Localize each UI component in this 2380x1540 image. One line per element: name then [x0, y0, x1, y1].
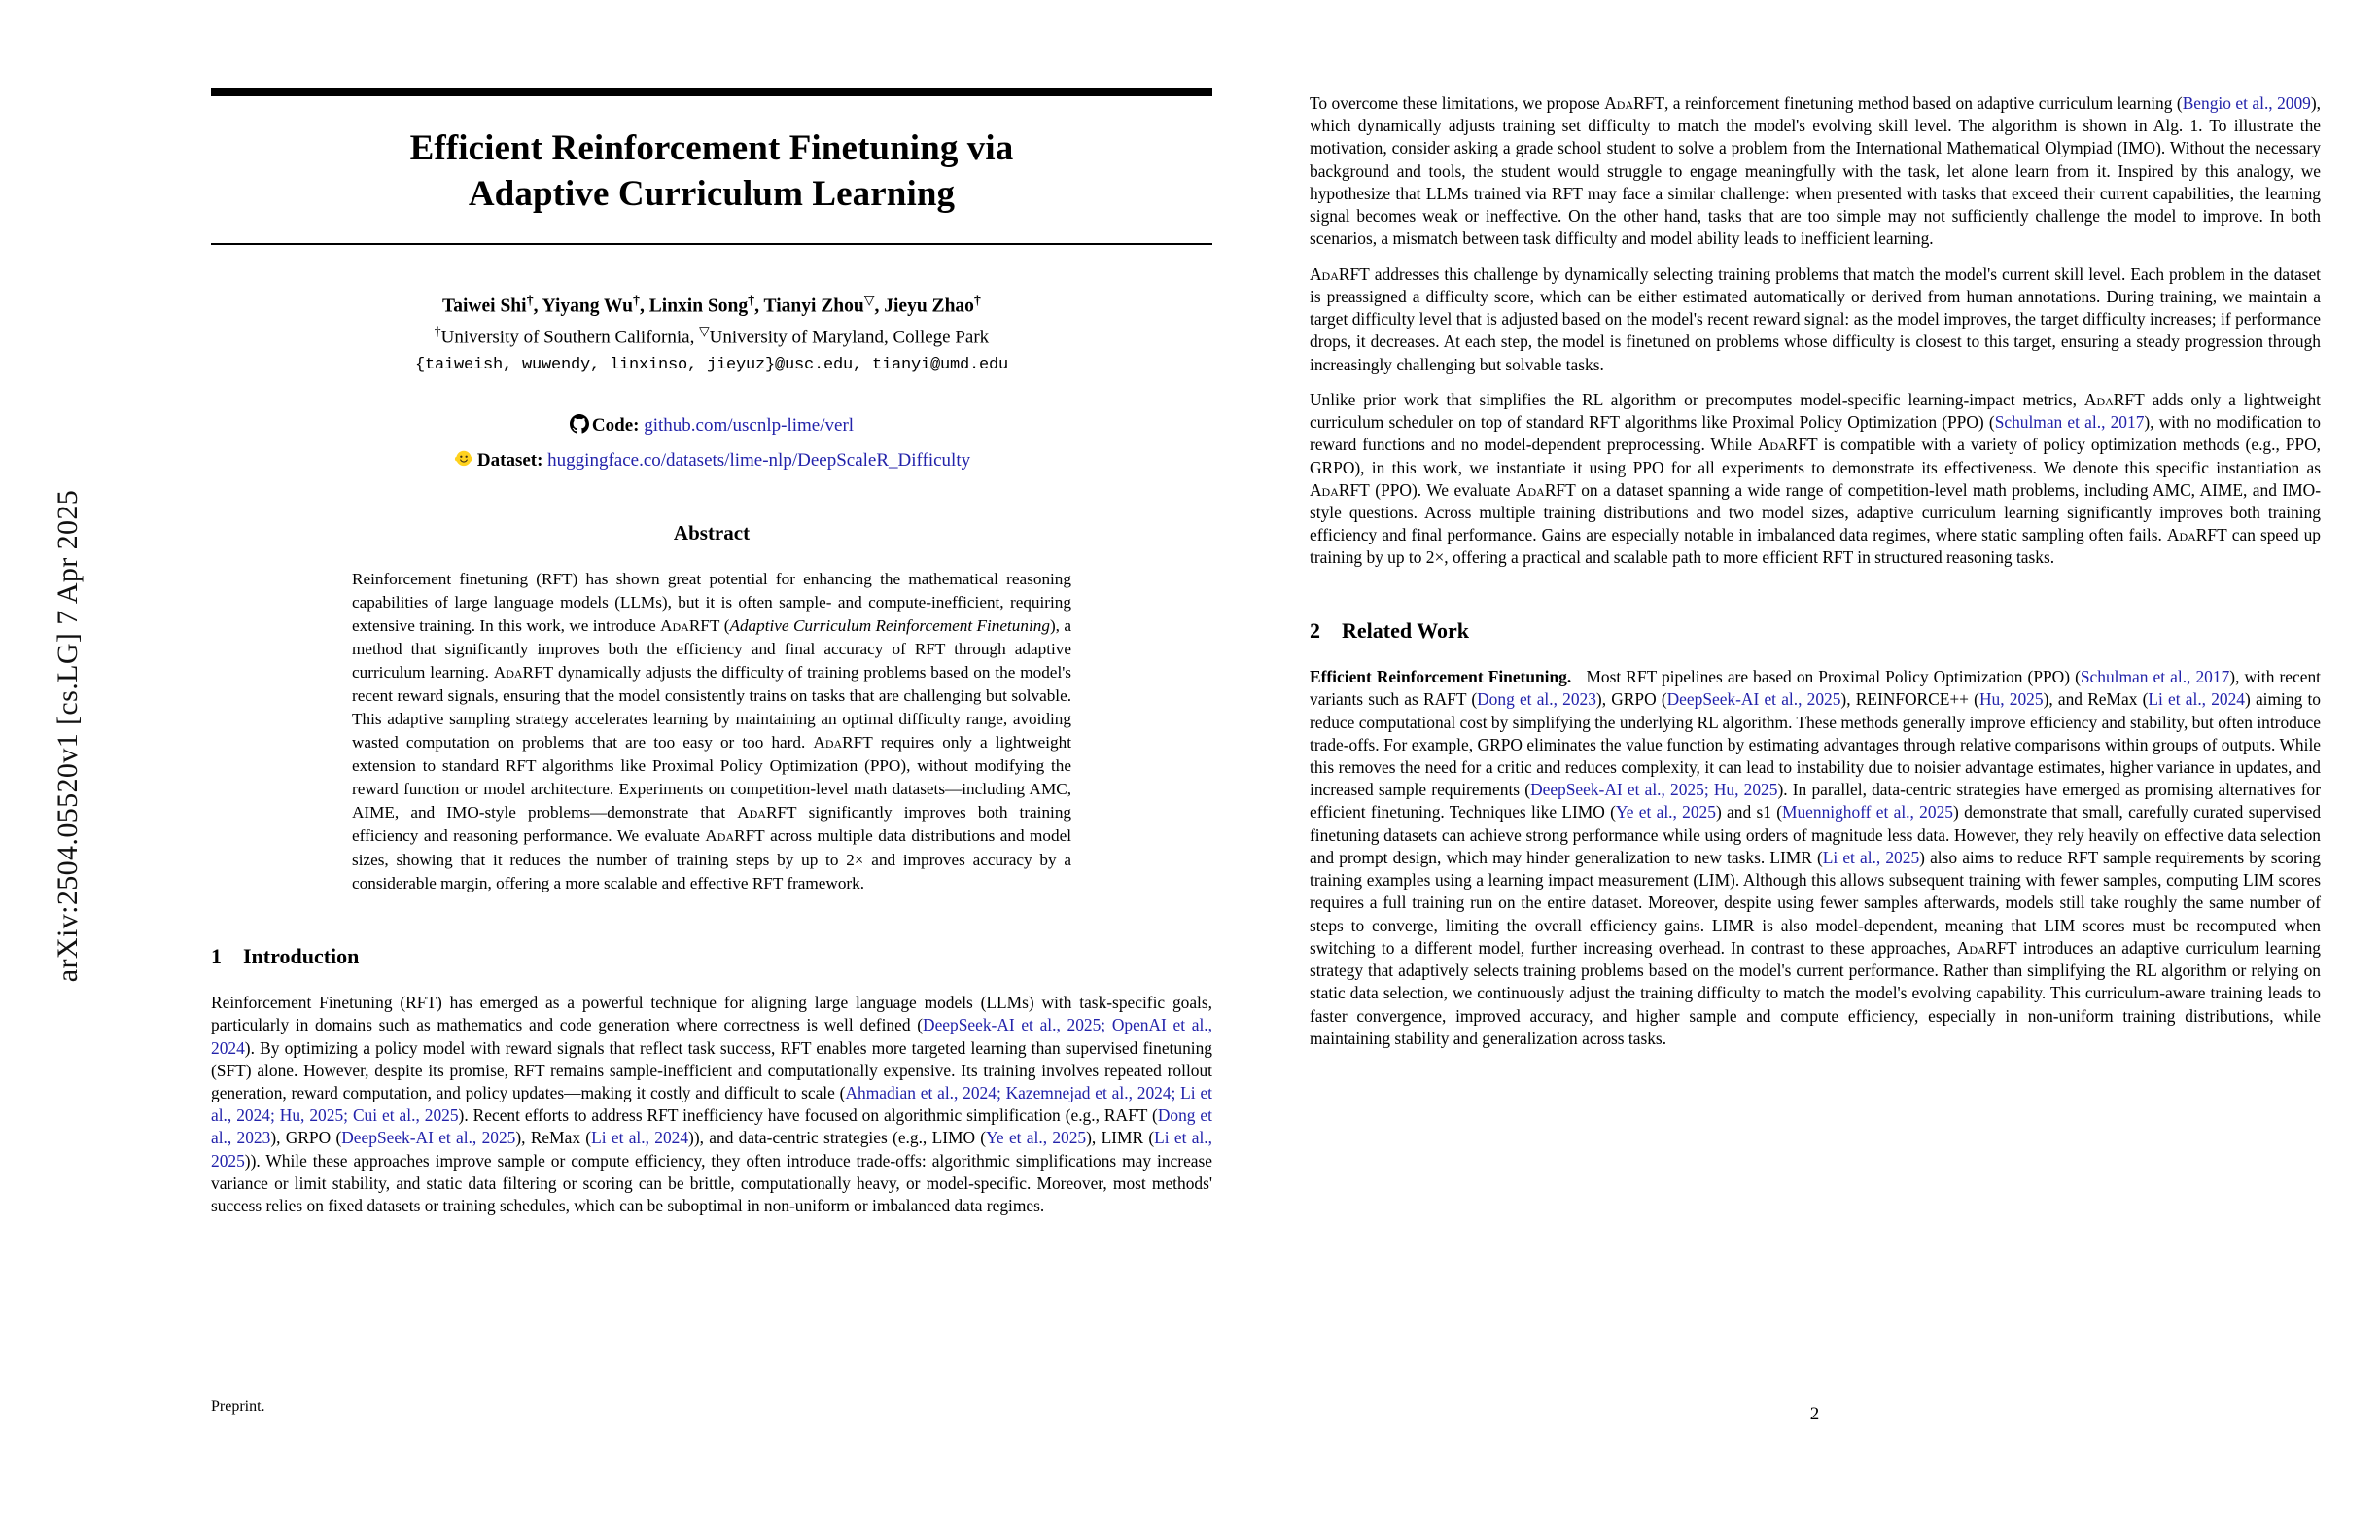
abstract-text: Reinforcement finetuning (RFT) has shown great potential for enhancing the mathematical reasoning capabilities of large language models (LLMs), but it is often sample- and compute-inefficient, requiring extensive training. In this work, we introduce AdaRFT (Adaptive Curriculum Reinforcement Finetuning), a method that significantly improves both the efficiency and final accuracy of RFT through adaptive curriculum learning. AdaRFT dynamically adjusts the difficulty of training problems based on the model's recent reward signals, ensuring that the model consistently trains on tasks that are challenging but solvable. This adaptive sampling strategy accelerates learning by maintaining an optimal difficulty range, avoiding wasted computation on problems that are too easy or too hard. AdaRFT requires only a lightweight extension to standard RFT algorithms like Proximal Policy Optimization (PPO), without modifying the reward function or model architecture. Experiments on competition-level math datasets—including AMC, AIME, and IMO-style problems—demonstrate that AdaRFT significantly improves both training efficiency and reasoning performance. We evaluate AdaRFT across multiple data distributions and model sizes, showing that it reduces the number of training steps by up to 2× and improves accuracy by a considerable margin, offering a more scalable and effective RFT framework. [352, 569, 1072, 892]
arxiv-stamp-text: arXiv:2504.05520v1 [cs.LG] 7 Apr 2025 [52, 489, 84, 983]
section-1-number: 1 [211, 943, 222, 968]
body-paragraph-2: AdaRFT addresses this challenge by dynamically selecting training problems that match the model's current skill level. Each problem in the dataset is preassigned a difficulty score, which can be either estimated automatically or derived from human annotations. During training, we maintain a target difficulty level that is adjusted based on the model's recent reward signal: as the model improves, the target difficulty increases; if performance drops, it decreases. At each step, the model is finetuned on problems whose difficulty is closest to this target, ensuring a steady progression through increasingly challenging but solvable tasks. [1310, 263, 2321, 374]
page-1 [117, 0, 1249, 1540]
related-work-paragraph [1310, 666, 2321, 1050]
dataset-link-row[interactable] [211, 444, 1212, 479]
page-number: 2 [1809, 1404, 1820, 1424]
section-2-number: 2 [1310, 617, 1320, 643]
body-paragraph-3: Unlike prior work that simplifies the RL algorithm or precomputes model-specific learning-impact metrics, AdaRFT adds only a lightweight curriculum scheduler on top of standard RFT algorithms like Proximal Policy Optimization (PPO) (Schulman et al., 2017), with no modification to reward functions and no model-dependent preprocessing. While AdaRFT is compatible with a variety of policy optimization methods (e.g., PPO, GRPO), in this work, we instantiate it using PPO for all experiments to demonstrate its effectiveness. We denote this specific instantiation as AdaRFT (PPO). We evaluate AdaRFT on a dataset spanning a wide range of competition-level math problems, including AMC, AIME, and IMO-style questions. Across multiple training distributions and two model sizes, adaptive curriculum learning significantly improves both training efficiency and final performance. Gains are especially notable in imbalanced data regimes, where static sampling often fails. AdaRFT can speed up training by up to 2×, offering a practical and scalable path to more efficient RFT in structured reasoning tasks. [1310, 389, 2322, 568]
page-2-content [1310, 92, 2321, 1063]
author-list: Taiwei Shi†, Yiyang Wu†, Linxin Song†, Tianyi Zhou▽, Jieyu Zhao† [442, 292, 981, 317]
author-emails: {taiweish, wuwendy, linxinso, jieyuz}@usc.edu, tianyi@umd.edu [414, 356, 1009, 375]
github-icon [570, 412, 589, 444]
related-work-lead-in: Efficient Reinforcement Finetuning. [1310, 667, 1572, 687]
code-link-row[interactable] [211, 409, 1212, 444]
hugging-face-icon [453, 447, 474, 479]
section-2-title: Related Work [1342, 617, 1469, 643]
body-paragraph-1: To overcome these limitations, we propose AdaRFT, a reinforcement finetuning method based on adaptive curriculum learning (Bengio et al., 2009), which dynamically adjusts training set difficulty to match the model's evolving skill level. The algorithm is shown in Alg. 1. To illustrate the motivation, consider asking a grade school student to solve a problem from the International Mathematical Olympiad (IMO). Without the necessary background and tools, the student would struggle to engage meaningfully with the task, let alone learn from it. Inspired by this analogy, we hypothesize that LLMs trained via RFT may face a similar challenge: when presented with tasks that exceed their current capabilities, the learning signal becomes weak or ineffective. On the other hand, tasks that are too simple may not sufficiently challenge the model to improve. In both scenarios, a mismatch between task difficulty and model ability leads to inefficient learning. [1310, 93, 2322, 249]
section-heading-related-work [1310, 616, 2321, 645]
code-label: Code: [591, 415, 640, 437]
title-rule-top [211, 88, 1212, 96]
code-url[interactable]: github.com/uscnlp-lime/verl [644, 415, 855, 437]
introduction-paragraph: Reinforcement Finetuning (RFT) has emerged as a powerful technique for aligning large language models (LLMs) with task-specific goals, particularly in domains such as mathematics and code generation where correctness is well defined (DeepSeek-AI et al., 2025; OpenAI et al., 2024). By optimizing a policy model with reward signals that reflect task success, RFT enables more targeted learning than supervised finetuning (SFT) alone. However, despite its promise, RFT remains sample-inefficient and computationally expensive. Its training involves repeated rollout generation, reward computation, and policy updates—making it costly and difficult to scale (Ahmadian et al., 2024; Kazemnejad et al., 2024; Li et al., 2024; Hu, 2025; Cui et al., 2025). Recent efforts to address RFT inefficiency have focused on algorithmic simplification (e.g., RAFT (Dong et al., 2023), GRPO (DeepSeek-AI et al., 2025), ReMax (Li et al., 2024)), and data-centric strategies (e.g., LIMO (Ye et al., 2025), LIMR (Li et al., 2025)). While these approaches improve sample or compute efficiency, they often introduce trade-offs: algorithmic simplifications may increase variance or limit stability, and static data filtering or scoring can be brittle, computationally heavy, or model-specific. Moreover, most methods' success relies on fixed datasets or training schedules, which can be suboptimal in non-uniform or imbalanced data regimes. [211, 993, 1213, 1216]
preprint-footer: Preprint. [211, 1398, 265, 1415]
dataset-label: Dataset: [476, 450, 543, 472]
abstract-heading: Abstract [673, 520, 751, 544]
dataset-url[interactable]: huggingface.co/datasets/lime-nlp/DeepScaleR_Difficulty [547, 450, 971, 472]
resource-links [211, 409, 1212, 480]
affiliation-list: †University of Southern California, ▽University of Maryland, College Park [434, 324, 990, 348]
section-1-title: Introduction [243, 943, 360, 968]
paper-title [211, 125, 1212, 218]
title-rule-bottom [211, 243, 1212, 245]
related-work-body-text: Most RFT pipelines are based on Proximal Policy Optimization (PPO) (Schulman et al., 2017), with recent variants such as RAFT (Dong et al., 2023), GRPO (DeepSeek-AI et al., 2025), REINFORCE++ (Hu, 2025), and ReMax (Li et al., 2024) aiming to reduce computational cost by simplifying the underlying RL algorithm. These methods generally improve efficiency and stability, but often introduce trade-offs. For example, GRPO eliminates the value function by estimating advantages through relative comparisons within groups of outputs. While this removes the need for a critic and reduces complexity, it can lead to instability due to noisier advantage estimates, higher variance in updates, and increased sample requirements (DeepSeek-AI et al., 2025; Hu, 2025). In parallel, data-centric strategies have emerged as promising alternatives for efficient finetuning. Techniques like LIMO (Ye et al., 2025) and s1 (Muennighoff et al., 2025) demonstrate that small, carefully curated supervised finetuning datasets can achieve strong performance while using orders of magnitude less data. However, they rely heavily on effective data selection and prompt design, which may hinder generalization to new tasks. LIMR (Li et al., 2025) also aims to reduce RFT sample requirements by scoring training examples using a learning impact measurement (LIM). Although this allows subsequent training with fewer samples, computing LIM scores requires a full training run on the entire dataset. Moreover, despite using fewer samples afterwards, models still take roughly the same number of steps to converge, limiting the overall efficiency gains. LIMR is also model-dependent, meaning that LIM scores must be recomputed when switching to a different model, further increasing overhead. In contrast to these approaches, AdaRFT introduces an adaptive curriculum learning strategy that adaptively selects training problems based on the model's current performance. Rather than simplifying the RL algorithm or relying on static data selection, we continuously adjust the training difficulty to match the model's evolving capability. This curriculum-aware training leads to faster convergence, improved accuracy, and higher sample and compute efficiency, especially in non-uniform training distributions, while maintaining stability and generalization across tasks. [1310, 667, 2322, 1048]
page-1-content [211, 88, 1212, 1230]
page-2 [1249, 0, 2380, 1540]
paper-title-line-2: Adaptive Curriculum Learning [468, 174, 956, 215]
paper-title-line-1: Efficient Reinforcement Finetuning via [409, 128, 1014, 168]
section-heading-introduction [211, 942, 1212, 970]
